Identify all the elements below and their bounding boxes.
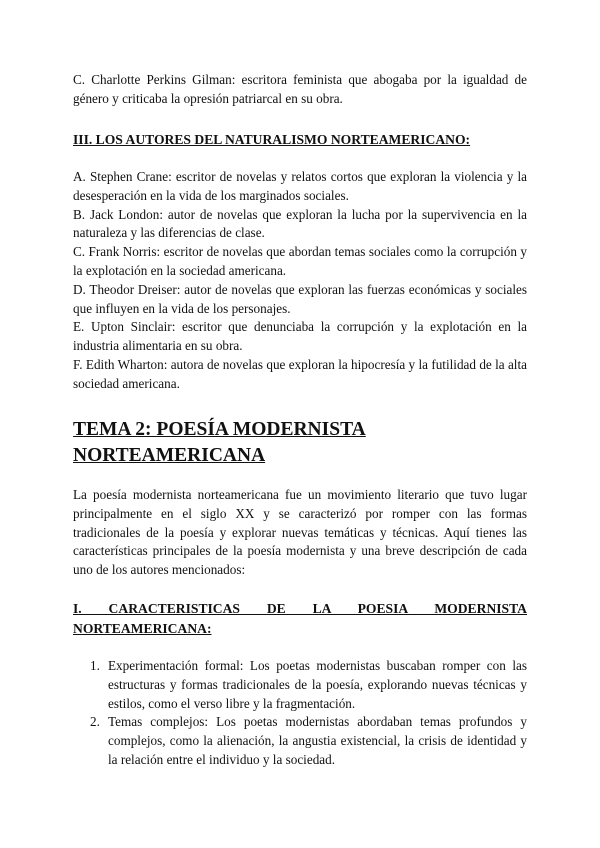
author-entry: A. Stephen Crane: escritor de novelas y relatos cortos que exploran la violencia y la desesperación en la vida de los marginados sociales. xyxy=(73,169,527,203)
tema2-intro-paragraph: La poesía modernista norteamericana fue un movimiento literario que tuvo lugar principalmente en el siglo XX y se caracterizó por romper con las formas tradicionales de la poesía y explorar nuevas temáticas y técnicas. Aquí tienes las características principales de la poesía modernista y una breve descripción de cada uno de los autores mencionados: xyxy=(73,487,527,578)
caracteristicas-list xyxy=(73,657,527,770)
author-entry: E. Upton Sinclair: escritor que denunciaba la corrupción y la explotación en la industria alimentaria en su obra. xyxy=(73,319,527,354)
list-item-number: 2. xyxy=(90,714,100,730)
list-item-text: Temas complejos: Los poetas modernistas abordaban temas profundos y complejos, como la alienación, la angustia existencial, la crisis de identidad y la relación entre el individuo y la sociedad. xyxy=(108,714,527,767)
tema2-title: TEMA 2: POESÍA MODERNISTA NORTEAMERICANA xyxy=(73,419,366,466)
list-item-text: Experimentación formal: Los poetas modernistas buscaban romper con las estructuras y formas tradicionales de la poesía, explorando nuevas técnicas y estilos, como el verso libre y la fragmentación. xyxy=(108,658,527,711)
list-item xyxy=(73,713,527,769)
list-item xyxy=(73,657,527,713)
intro-paragraph: C. Charlotte Perkins Gilman: escritora feminista que abogaba por la igualdad de género y criticaba la opresión patriarcal en su obra. xyxy=(73,72,527,106)
caracteristicas-heading: I. CARACTERISTICAS DE LA POESIA MODERNISTA NORTEAMERICANA: xyxy=(73,601,527,636)
author-entry: D. Theodor Dreiser: autor de novelas que exploran las fuerzas económicas y sociales que influyen en la vida de los personajes. xyxy=(73,281,527,316)
author-entry: C. Frank Norris: escritor de novelas que abordan temas sociales como la corrupción y la explotación en la sociedad americana. xyxy=(73,244,527,278)
list-item-number: 1. xyxy=(90,658,100,673)
author-entry: B. Jack London: autor de novelas que exploran la lucha por la supervivencia en la naturaleza y las diferencias de clase. xyxy=(73,206,527,241)
author-entry: F. Edith Wharton: autora de novelas que exploran la hipocresía y la futilidad de la alta sociedad americana. xyxy=(73,356,527,391)
naturalismo-authors-list xyxy=(73,168,527,394)
naturalismo-heading: III. LOS AUTORES DEL NATURALISMO NORTEAMERICANO: xyxy=(73,132,471,147)
